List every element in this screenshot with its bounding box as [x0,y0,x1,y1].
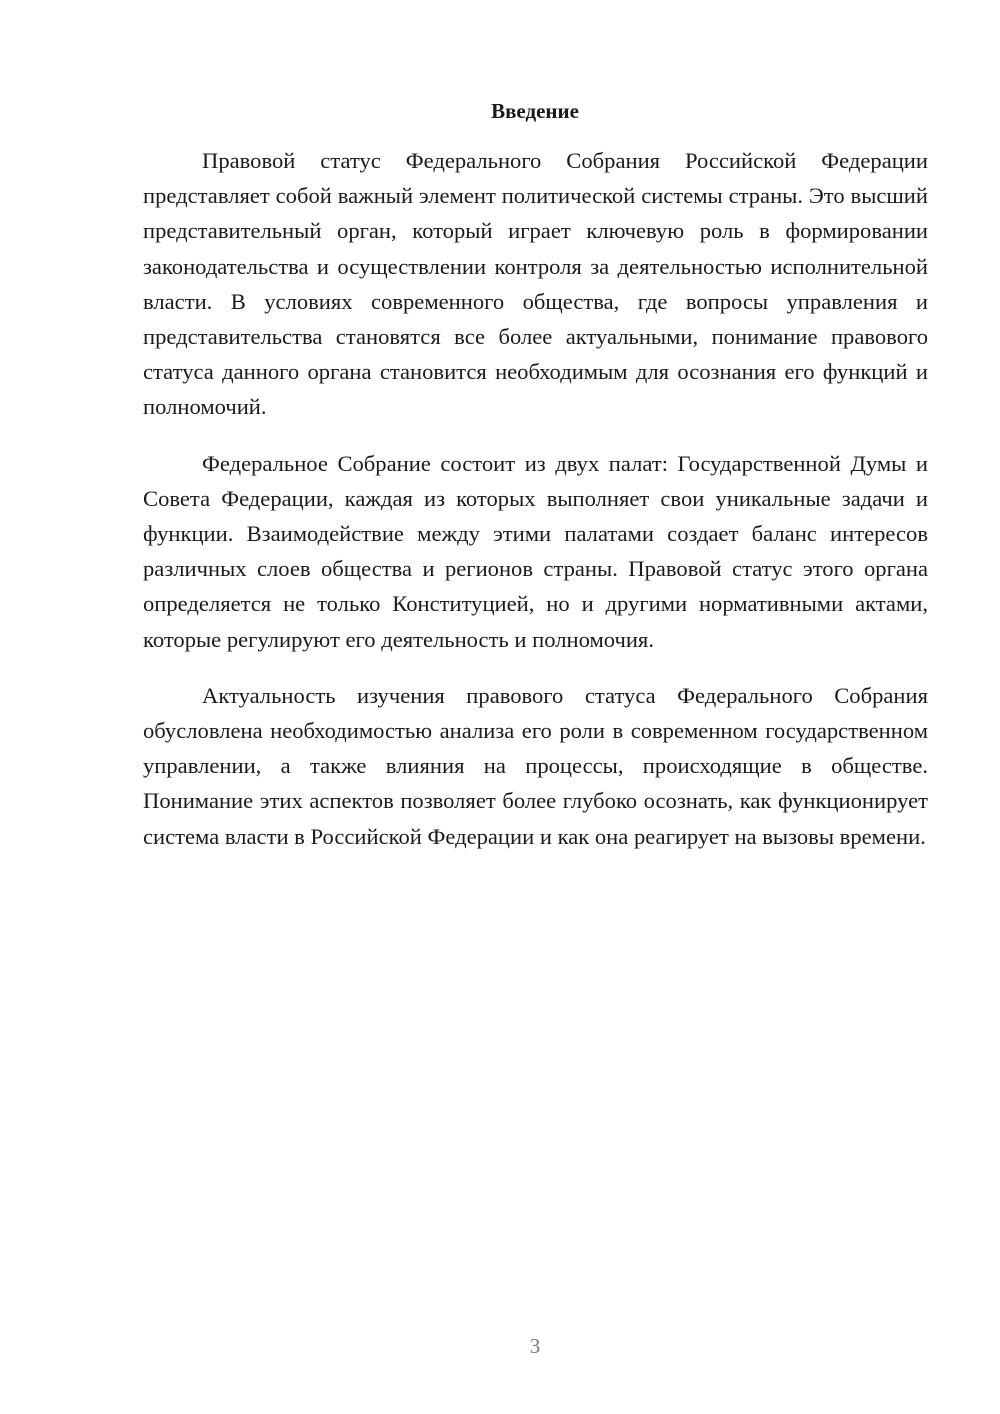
paragraph-1: Правовой статус Федерального Собрания Российской Федерации представляет собой важный элемент политической системы страны. Это высший представительный орган, который играет ключевую роль в формировании законодательства и осуществлении контроля за деятельностью исполнительной власти. В условиях современного общества, где вопросы управления и представительства становятся все более актуальными, понимание правового статуса данного органа становится необходимым для осознания его функций и полномочий. [143,148,928,420]
section-title: Введение [491,99,579,123]
paragraph-3: Актуальность изучения правового статуса Федерального Собрания обусловлена необходимостью анализа его роли в современном государственном управлении, а также влияния на процессы, происходящие в обществе. Понимание этих аспектов позволяет более глубоко осознать, как функционирует система власти в Российской Федерации и как она реагирует на вызовы времени. [143,682,928,849]
body-text [143,143,928,875]
paragraph-2: Федеральное Собрание состоит из двух палат: Государственной Думы и Совета Федерации, каждая из которых выполняет свои уникальные задачи и функции. Взаимодействие между этими палатами создает баланс интересов различных слоев общества и регионов страны. Правовой статус этого органа определяется не только Конституцией, но и другими нормативными актами, которые регулируют его деятельность и полномочия. [143,450,928,652]
page-number: 3 [529,1334,541,1358]
